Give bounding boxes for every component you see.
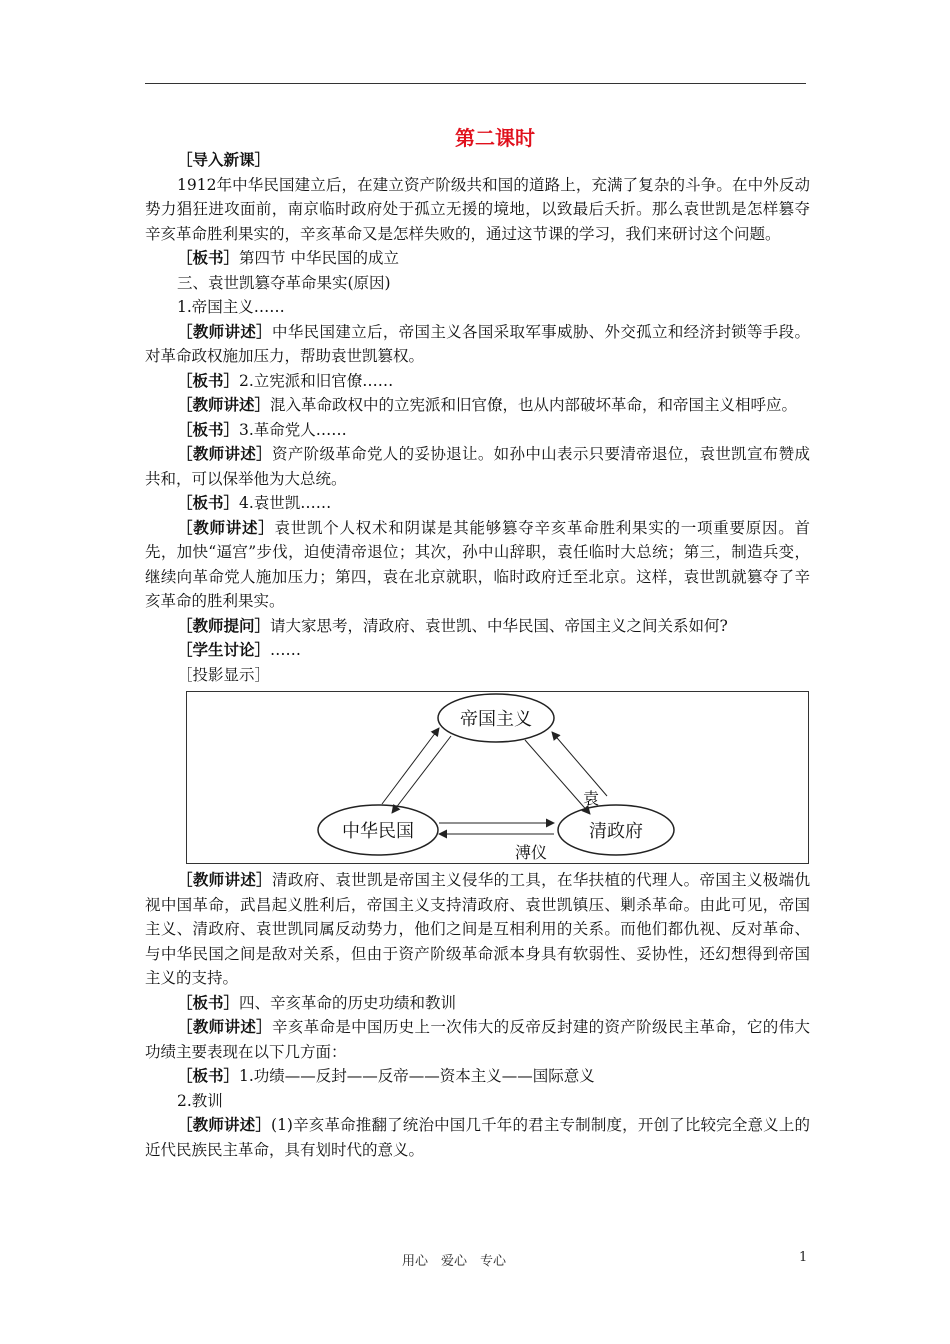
board-note: ［板书］3.革命党人…… <box>177 420 347 439</box>
header-rule <box>145 83 806 84</box>
node-label-republic: 中华民国 <box>342 821 414 842</box>
edge-label-yuan: 袁 <box>583 789 600 808</box>
teacher-narration: ［教师讲述］清政府、袁世凯是帝国主义侵华的工具，在华扶植的代理人。帝国主义极端仇视中国革命，武昌起义胜利后，帝国主义支持清政府、袁世凯镇压、剿杀革命。由此可见，帝国主义、清政府、袁世凯同属反动势力，他们之间是互相利用的关系。而他们都仇视、反对革命、与中华民国之间是敌对关系，但由于资产阶级革命派本身具有软弱性、妥协性，还幻想得到帝国主义的支持。 <box>145 871 810 987</box>
teacher-narration: ［教师讲述］混入革命政权中的立宪派和旧官僚，也从内部破坏革命，和帝国主义相呼应。 <box>177 396 798 414</box>
arrow-imperialism-to-republic <box>392 736 451 813</box>
teacher-question: ［教师提问］请大家思考，清政府、袁世凯、中华民国、帝国主义之间关系如何? <box>177 616 728 635</box>
projection-label: ［投影显示］ <box>177 665 271 684</box>
page-title: 第二课时 <box>455 126 535 150</box>
board-note: ［板书］1.功绩——反封——反帝——资本主义——国际意义 <box>177 1067 595 1085</box>
section-intro-heading: ［导入新课］ <box>177 151 271 169</box>
teacher-narration: ［教师讲述］中华民国建立后，帝国主义各国采取军事威胁、外交孤立和经济封锁等手段。对革命政权施加压力，帮助袁世凯篡权。 <box>145 322 810 365</box>
section-heading: 三、袁世凯篡夺革命果实(原因) <box>177 273 391 292</box>
intro-paragraph: 1912年中华民国建立后，在建立资产阶级共和国的道路上，充满了复杂的斗争。在中外反动势力猖狂进攻面前，南京临时政府处于孤立无援的境地，以致最后夭折。那么袁世凯是怎样篡夺辛亥革命胜利果实的，辛亥革命又是怎样失败的，通过这节课的学习，我们来研讨这个问题。 <box>145 175 810 243</box>
edge-label-puyi: 溥仪 <box>515 843 548 862</box>
teacher-narration: ［教师讲述］袁世凯个人权术和阴谋是其能够篡夺辛亥革命胜利果实的一项重要原因。首先，加快“逼宫”步伐，迫使清帝退位；其次，孙中山辞职，袁任临时大总统；第三，制造兵变，继续向革命党人施加压力；第四，袁在北京就职，临时政府迁至北京。这样，袁世凯就篡夺了辛亥革命的胜利果实。 <box>145 518 810 610</box>
list-item: 1.帝国主义…… <box>177 298 285 316</box>
teacher-narration: ［教师讲述］辛亥革命是中国历史上一次伟大的反帝反封建的资产阶级民主革命，它的伟大功绩主要表现在以下几方面： <box>145 1018 810 1061</box>
list-item: 2.教训 <box>177 1091 223 1110</box>
page-number: 1 <box>799 1250 808 1265</box>
document-body <box>145 148 810 1162</box>
arrow-imperialism-to-qing <box>525 740 590 814</box>
arrow-qing-to-imperialism <box>552 732 607 796</box>
board-note: ［板书］2.立宪派和旧官僚…… <box>177 371 394 390</box>
footer-motto: 用心 爱心 专心 <box>402 1254 507 1269</box>
node-label-imperialism: 帝国主义 <box>460 709 532 730</box>
board-note: ［板书］4.袁世凯…… <box>177 494 332 512</box>
teacher-narration: ［教师讲述］资产阶级革命党人的妥协退让。如孙中山表示只要清帝退位，袁世凯宣布赞成共和，可以保举他为大总统。 <box>145 445 810 488</box>
student-discussion: ［学生讨论］…… <box>177 641 302 659</box>
node-label-qing: 清政府 <box>589 821 643 842</box>
board-note: ［板书］第四节 中华民国的成立 <box>177 249 399 267</box>
relationship-diagram <box>186 691 809 864</box>
board-note: ［板书］四、辛亥革命的历史功绩和教训 <box>177 993 457 1012</box>
teacher-narration: ［教师讲述］(1)辛亥革命推翻了统治中国几千年的君主专制制度，开创了比较完全意义上的近代民族民主革命，具有划时代的意义。 <box>145 1116 810 1159</box>
arrow-republic-to-imperialism <box>382 728 439 804</box>
